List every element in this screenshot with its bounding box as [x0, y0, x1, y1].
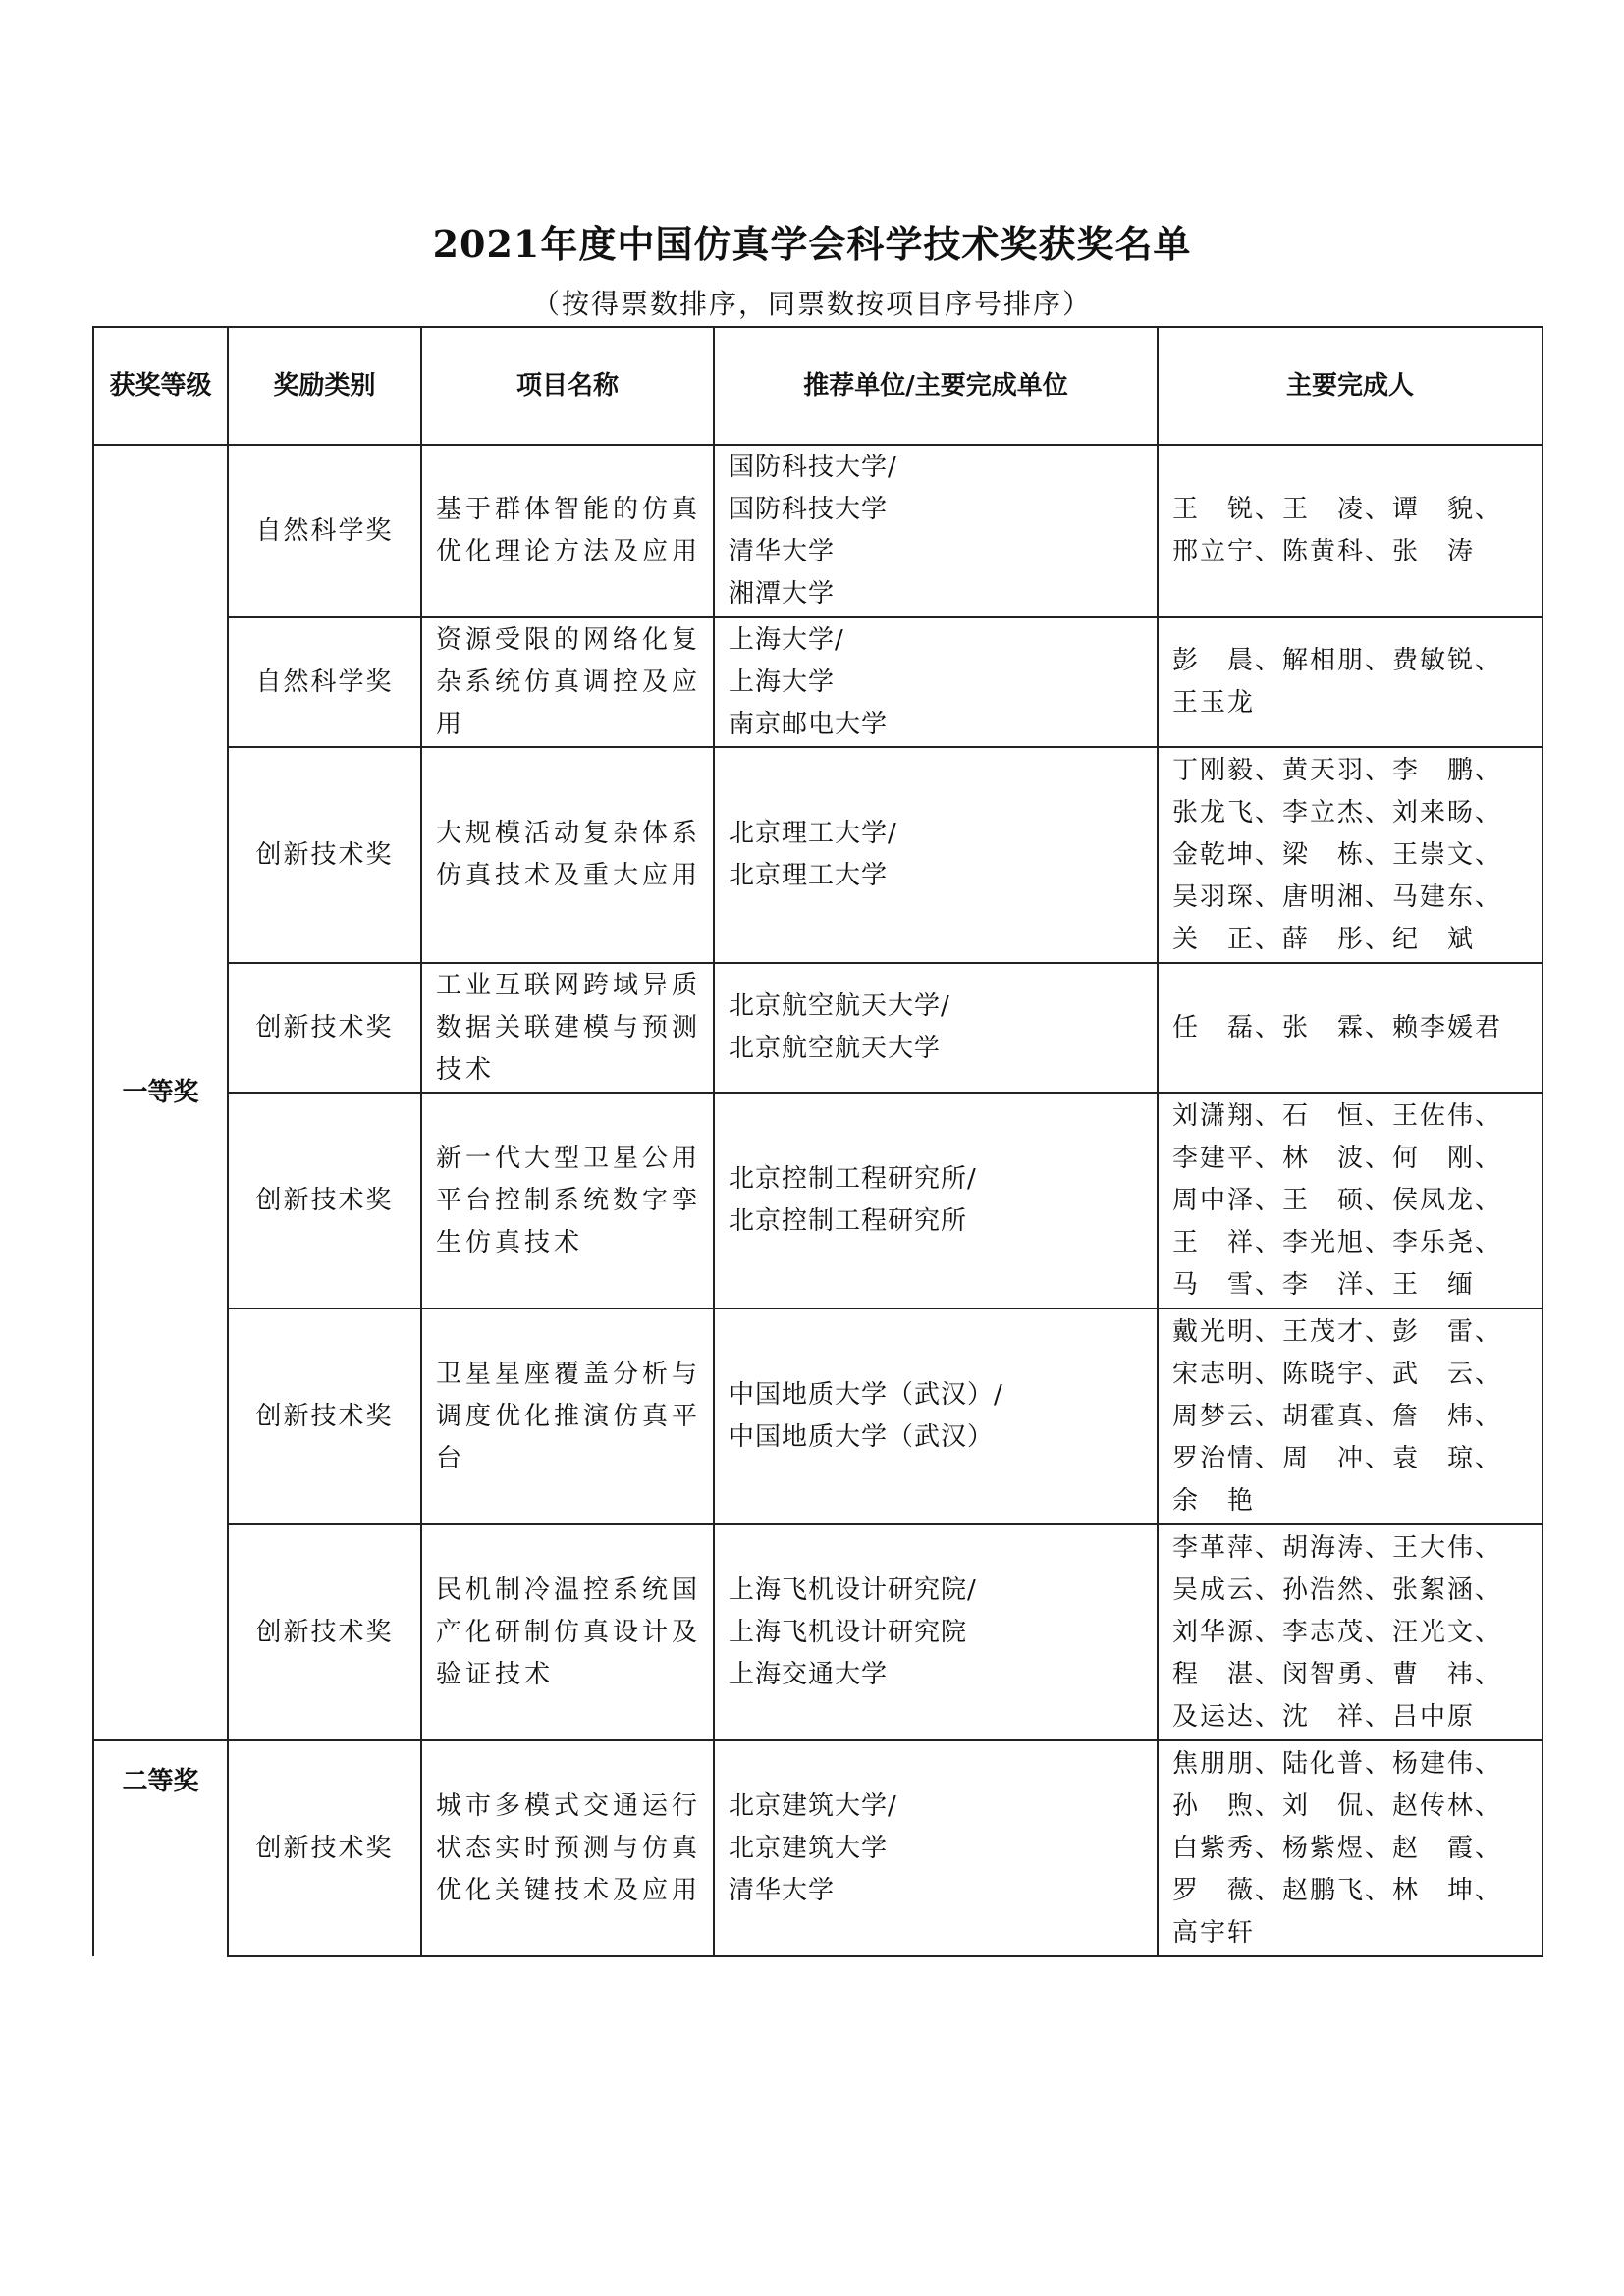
people-line: 金乾坤、梁 栋、王崇文、 [1172, 839, 1503, 870]
table-row [93, 1093, 1543, 1308]
page-title: 2021年度中国仿真学会科学技术奖获奖名单 [432, 222, 1192, 266]
project-name-line: 民机制冷温控系统国 [436, 1575, 702, 1605]
unit-line: 上海飞机设计研究院/ [729, 1575, 977, 1605]
project-name-line: 台 [436, 1443, 466, 1473]
people-line: 邢立宁、陈黄科、张 涛 [1172, 537, 1476, 566]
project-name-line: 城市多模式交通运行 [436, 1790, 702, 1821]
page-subtitle: （按得票数排序，同票数按项目序号排序） [531, 288, 1092, 320]
award-level-first: 一等奖 [93, 445, 228, 1740]
project-name-line: 产化研制仿真设计及 [436, 1617, 702, 1647]
award-category: 创新技术奖 [228, 963, 421, 1093]
units [714, 1524, 1158, 1740]
table-header-row [93, 327, 1543, 445]
header-units: 推荐单位/主要完成单位 [714, 327, 1158, 445]
unit-line: 南京邮电大学 [729, 709, 889, 739]
project-name [421, 747, 714, 963]
people-line: 高宇轩 [1172, 1917, 1256, 1948]
people-line: 罗 薇、赵鹏飞、林 坤、 [1172, 1875, 1503, 1905]
people-line: 焦朋朋、陆化普、杨建伟、 [1172, 1748, 1503, 1779]
people-line: 周中泽、王 硕、侯凤龙、 [1172, 1185, 1503, 1215]
people-line: 罗治情、周 冲、袁 琼、 [1172, 1443, 1503, 1473]
project-name [421, 1093, 714, 1308]
project-name-line: 状态实时预测与仿真 [436, 1833, 702, 1863]
project-name-line: 调度优化推演仿真平 [436, 1401, 702, 1431]
people-line: 李建平、林 波、何 刚、 [1172, 1143, 1503, 1173]
people-line: 吴成云、孙浩然、张絮涵、 [1172, 1575, 1503, 1605]
header-award-category: 奖励类别 [228, 327, 421, 445]
project-name-line: 验证技术 [436, 1659, 555, 1689]
unit-line: 上海飞机设计研究院 [729, 1617, 968, 1647]
unit-line: 北京航空航天大学 [729, 1034, 942, 1063]
people-line: 彭 晨、解相朋、费敏锐、 [1172, 646, 1503, 675]
unit-line: 中国地质大学（武汉） [729, 1422, 995, 1452]
unit-line: 北京航空航天大学/ [729, 991, 950, 1021]
unit-line: 北京建筑大学/ [729, 1790, 897, 1821]
people [1158, 1093, 1543, 1308]
project-name-line: 新一代大型卫星公用 [436, 1143, 702, 1173]
people [1158, 1524, 1543, 1740]
people-line: 刘华源、李志茂、汪光文、 [1172, 1617, 1503, 1647]
unit-line: 北京理工大学/ [729, 819, 897, 848]
project-name-line: 工业互联网跨域异质 [436, 970, 702, 1000]
table-row [93, 617, 1543, 747]
people-line: 余 艳 [1172, 1485, 1256, 1516]
project-name [421, 617, 714, 747]
project-name-line: 大规模活动复杂体系 [436, 819, 702, 848]
people-line: 孙 煦、刘 侃、赵传林、 [1172, 1790, 1503, 1821]
project-name-line: 卫星星座覆盖分析与 [436, 1359, 702, 1389]
people-line: 周梦云、胡霍真、詹 炜、 [1172, 1401, 1503, 1431]
table-row [93, 1740, 1543, 1956]
unit-line: 上海大学/ [729, 624, 844, 655]
project-name-line: 数据关联建模与预测 [436, 1012, 702, 1042]
unit-line: 湘潭大学 [729, 579, 836, 609]
award-category: 自然科学奖 [228, 617, 421, 747]
people-line: 戴光明、王茂才、彭 雷、 [1172, 1316, 1503, 1347]
people-line: 李革萍、胡海涛、王大伟、 [1172, 1532, 1503, 1563]
project-name-line: 优化关键技术及应用 [436, 1875, 702, 1905]
unit-line: 清华大学 [729, 1875, 836, 1905]
people-line: 任 磊、张 霖、赖李媛君 [1172, 1012, 1503, 1042]
table-row [93, 445, 1543, 617]
people-line: 宋志明、陈晓宇、武 云、 [1172, 1359, 1503, 1389]
units [714, 963, 1158, 1093]
project-name [421, 445, 714, 617]
header-award-level: 获奖等级 [93, 327, 228, 445]
project-name [421, 963, 714, 1093]
unit-line: 中国地质大学（武汉）/ [729, 1380, 1003, 1410]
table-row [93, 747, 1543, 963]
award-level-second: 二等奖 [93, 1740, 228, 1956]
people [1158, 445, 1543, 617]
units [714, 1308, 1158, 1524]
project-name-line: 技术 [436, 1054, 496, 1085]
people-line: 吴羽琛、唐明湘、马建东、 [1172, 881, 1503, 912]
unit-line: 上海交通大学 [729, 1659, 889, 1689]
project-name [421, 1308, 714, 1524]
people-line: 马 雪、李 洋、王 缅 [1172, 1269, 1476, 1300]
people [1158, 1308, 1543, 1524]
people-line: 程 湛、闵智勇、曹 祎、 [1172, 1659, 1503, 1689]
project-name-line: 平台控制系统数字孪 [436, 1185, 702, 1215]
project-name-line: 杂系统仿真调控及应 [436, 667, 702, 697]
table-row [93, 1308, 1543, 1524]
project-name [421, 1740, 714, 1956]
project-name-line: 生仿真技术 [436, 1227, 584, 1257]
award-category: 创新技术奖 [228, 1093, 421, 1308]
project-name-line: 仿真技术及重大应用 [436, 861, 702, 890]
people [1158, 1740, 1543, 1956]
people-line: 王 祥、李光旭、李乐尧、 [1172, 1227, 1503, 1257]
header-project-name: 项目名称 [421, 327, 714, 445]
units [714, 445, 1158, 617]
award-category: 自然科学奖 [228, 445, 421, 617]
unit-line: 北京理工大学 [729, 861, 889, 890]
project-name-line: 优化理论方法及应用 [436, 537, 702, 566]
unit-line: 北京控制工程研究所/ [729, 1164, 977, 1194]
people-line: 及运达、沈 祥、吕中原 [1172, 1701, 1476, 1732]
unit-line: 国防科技大学 [729, 495, 889, 524]
project-name-line: 用 [436, 709, 466, 739]
people-line: 白紫秀、杨紫煜、赵 霞、 [1172, 1833, 1503, 1863]
unit-line: 北京建筑大学 [729, 1833, 889, 1863]
units [714, 1093, 1158, 1308]
project-name [421, 1524, 714, 1740]
unit-line: 上海大学 [729, 667, 836, 697]
header-people: 主要完成人 [1158, 327, 1543, 445]
unit-line: 清华大学 [729, 537, 836, 566]
project-name-line: 资源受限的网络化复 [436, 624, 702, 655]
people-line: 张龙飞、李立杰、刘来旸、 [1172, 797, 1503, 828]
unit-line: 国防科技大学/ [729, 453, 897, 482]
people [1158, 747, 1543, 963]
award-category: 创新技术奖 [228, 1524, 421, 1740]
people-line: 关 正、薛 彤、纪 斌 [1172, 924, 1476, 954]
table-row [93, 963, 1543, 1093]
project-name-line: 基于群体智能的仿真 [436, 495, 702, 524]
award-category: 创新技术奖 [228, 1308, 421, 1524]
people-line: 王玉龙 [1172, 688, 1256, 718]
award-category: 创新技术奖 [228, 1740, 421, 1956]
people [1158, 963, 1543, 1093]
unit-line: 北京控制工程研究所 [729, 1206, 968, 1236]
units [714, 1740, 1158, 1956]
people-line: 丁刚毅、黄天羽、李 鹏、 [1172, 755, 1503, 785]
units [714, 617, 1158, 747]
units [714, 747, 1158, 963]
award-category: 创新技术奖 [228, 747, 421, 963]
table-row [93, 1524, 1543, 1740]
people [1158, 617, 1543, 747]
people-line: 王 锐、王 凌、谭 貌、 [1172, 495, 1503, 524]
people-line: 刘潇翔、石 恒、王佐伟、 [1172, 1100, 1503, 1131]
awards-table [92, 326, 1543, 1957]
